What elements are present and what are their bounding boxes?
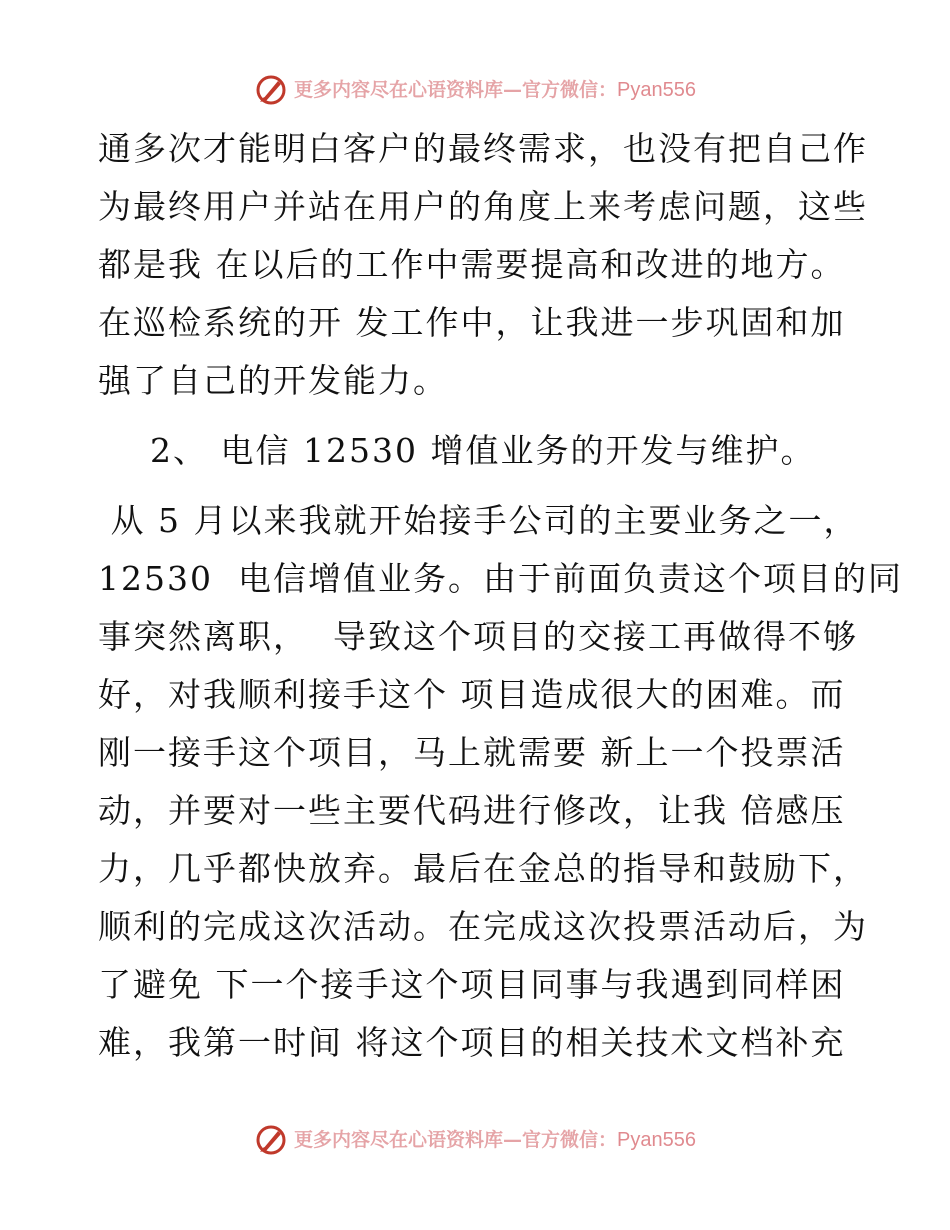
text-line: 了避免 下一个接手这个项目同事与我遇到同样困 <box>98 965 846 1004</box>
watermark-text <box>294 1130 696 1150</box>
text-line: 刚一接手这个项目，马上就需要 新上一个投票活 <box>98 733 846 772</box>
text-line: 好，对我顺利接手这个 项目造成很大的困难。而 <box>98 675 846 714</box>
header-watermark <box>0 70 950 110</box>
footer-watermark <box>0 1120 950 1160</box>
document-body <box>98 120 903 1072</box>
text-line: 强了自己的开发能力。 <box>98 361 448 400</box>
text-line: 为最终用户并站在用户的角度上来考虑问题，这些 <box>98 187 868 226</box>
section-heading-text: 2、 电信 12530 增值业务的开发与维护。 <box>150 431 816 470</box>
text-line: 顺利的完成这次活动。在完成这次投票活动后，为 <box>98 907 868 946</box>
quill-pen-circle-icon <box>254 73 288 107</box>
text-line: 力，几乎都快放弃。最后在金总的指导和鼓励下， <box>98 849 868 888</box>
watermark-text-cn: 更多内容尽在心语资料库—官方微信： <box>294 79 618 101</box>
watermark-text-cn: 更多内容尽在心语资料库—官方微信： <box>294 1129 618 1151</box>
watermark-text <box>294 80 696 100</box>
text-line: 动，并要对一些主要代码进行修改，让我 倍感压 <box>98 791 846 830</box>
watermark-wechat-id: Pyan556 <box>617 1129 696 1151</box>
text-line: 都是我 在以后的工作中需要提高和改进的地方。 <box>98 245 846 284</box>
paragraph-1 <box>98 120 868 410</box>
text-line: 难，我第一时间 将这个项目的相关技术文档补充 <box>98 1023 846 1062</box>
text-line: 12530 电信增值业务。由于前面负责这个项目的同 <box>98 559 903 598</box>
text-line: 在巡检系统的开 发工作中，让我进一步巩固和加 <box>98 303 846 342</box>
section-heading <box>98 422 858 480</box>
text-line: 事突然离职， 导致这个项目的交接工再做得不够 <box>98 617 858 656</box>
paragraph-2 <box>98 492 903 1072</box>
watermark-wechat-id: Pyan556 <box>617 79 696 101</box>
text-line: 通多次才能明白客户的最终需求，也没有把自己作 <box>98 129 868 168</box>
text-line: 从 5 月以来我就开始接手公司的主要业务之一， <box>98 501 859 540</box>
quill-pen-circle-icon <box>254 1123 288 1157</box>
